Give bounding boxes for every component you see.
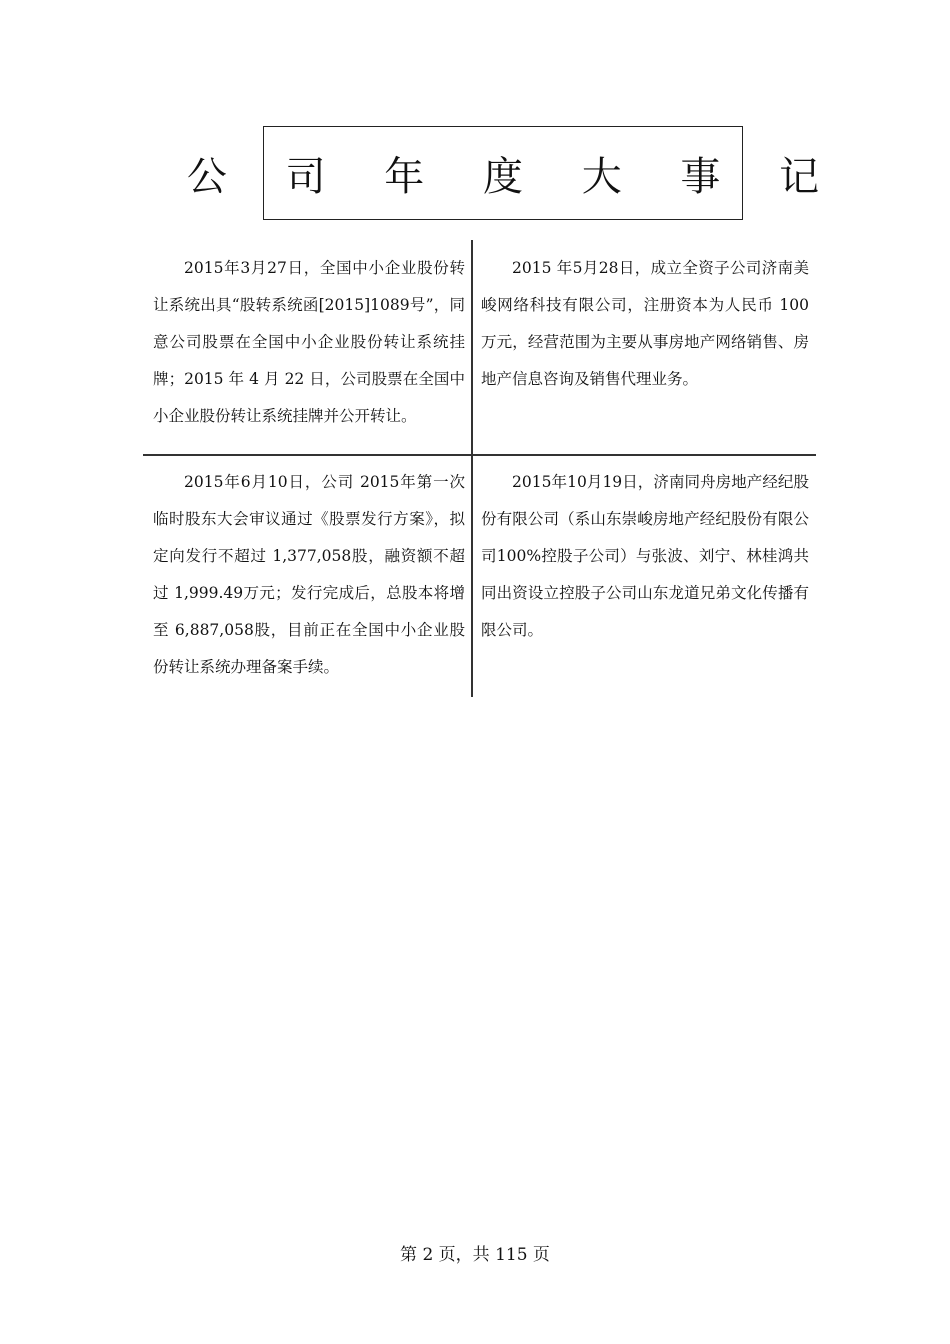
event-cell-1: 2015年3月27日，全国中小企业股份转让系统出具“股转系统函[2015]1089号”，同意公司股票在全国中小企业股份转让系统挂牌；2015 年 4 月 22 日，公司股票在全国中小企业股份转让系统挂牌并公开转让。: [153, 259, 465, 425]
column-divider-bottom: [471, 455, 473, 697]
page-title: 公 司 年 度 大 事 记: [186, 153, 843, 200]
row-divider: [143, 454, 816, 456]
title-box: [186, 126, 843, 220]
column-divider-top: [471, 240, 473, 454]
event-cell-3: 2015年6月10日，公司 2015年第一次临时股东大会审议通过《股票发行方案》，拟定向发行不超过 1,377,058股，融资额不超过 1,999.49万元；发行完成后，总股本将增至 6,887,058股，目前正在全国中小企业股份转让系统办理备案手续。: [153, 473, 465, 676]
event-cell-4: 2015年10月19日，济南同舟房地产经纪股份有限公司（系山东崇峻房地产经纪股份有限公司100%控股子公司）与张波、刘宁、林桂鸿共同出资设立控股子公司山东龙道兄弟文化传播有限公司。: [481, 473, 809, 639]
event-cell-2: 2015 年5月28日，成立全资子公司济南美峻网络科技有限公司，注册资本为人民币 100 万元，经营范围为主要从事房地产网络销售、房地产信息咨询及销售代理业务。: [481, 259, 809, 388]
page-footer: 第 2 页，共 115 页: [400, 1245, 550, 1265]
